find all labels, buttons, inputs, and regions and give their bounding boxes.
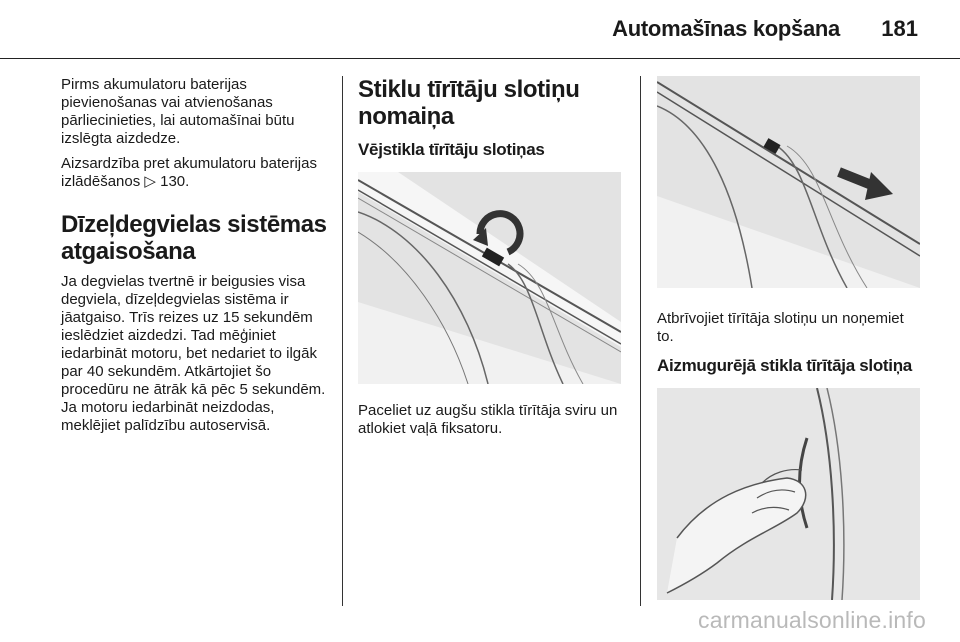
page-number: 181 [881,16,918,41]
wiper-release-caption: Atbrīvojiet tīrītāja slotiņu un noņemiet to. [657,310,904,345]
windscreen-wiper-subheading: Vējstikla tīrītāju slotiņas [358,140,545,159]
wiper-lift-caption: Paceliet uz augšu stikla tīrītāja sviru un atlokiet vaļā fiksatoru. [358,402,618,437]
wiper-lift-illustration [358,172,621,384]
battery-protection-ref[interactable]: 130. [160,173,190,190]
diesel-bleeding-heading: Dīzeļdegvielas sistēmas atgaisošana [61,211,327,265]
rear-wiper-subheading: Aizmugurējā stikla tīrītāja slotiņa [657,356,912,375]
column-middle [358,76,624,445]
battery-paragraph: Pirms akumulatoru baterijas pievienošanas vai atvienošanas pārliecinieties, lai automašīnai būtu izslēgta aizdedze. [61,76,295,147]
column-divider [342,76,343,606]
diesel-bleeding-paragraph: Ja degvielas tvertnē ir beigusies visa degviela, dīzeļdegvielas sistēma ir jāatgaiso. Trīs reizes uz 15 sekundēm ieslēdziet aizdedzi. Tad mēģiniet iedarbināt motoru, bet nedariet to ilgāk par 40 sekundēm. Atkārtojiet šo procedūru ne ātrāk kā pēc 5 sekundēm. Ja motoru iedarbināt neizdodas, meklējiet palīdzību autoservisā. [61,273,326,434]
wiper-release-illustration [657,76,920,288]
wiper-blade-replacement-heading: Stiklu tīrītāju slotiņu nomaiņa [358,76,580,130]
rear-wiper-illustration [657,388,920,600]
column-right [657,76,920,600]
battery-protection-text: Aizsardzība pret akumulatoru baterijas izlādēšanos [61,155,317,190]
column-divider [640,76,641,606]
chapter-title: Automašīnas kopšana [612,16,840,41]
battery-protection-paragraph [61,155,333,191]
column-left [61,76,333,442]
xref-arrow-icon[interactable]: ▷ [144,173,156,190]
watermark: carmanualsonline.info [698,607,926,633]
page-header [0,0,960,59]
